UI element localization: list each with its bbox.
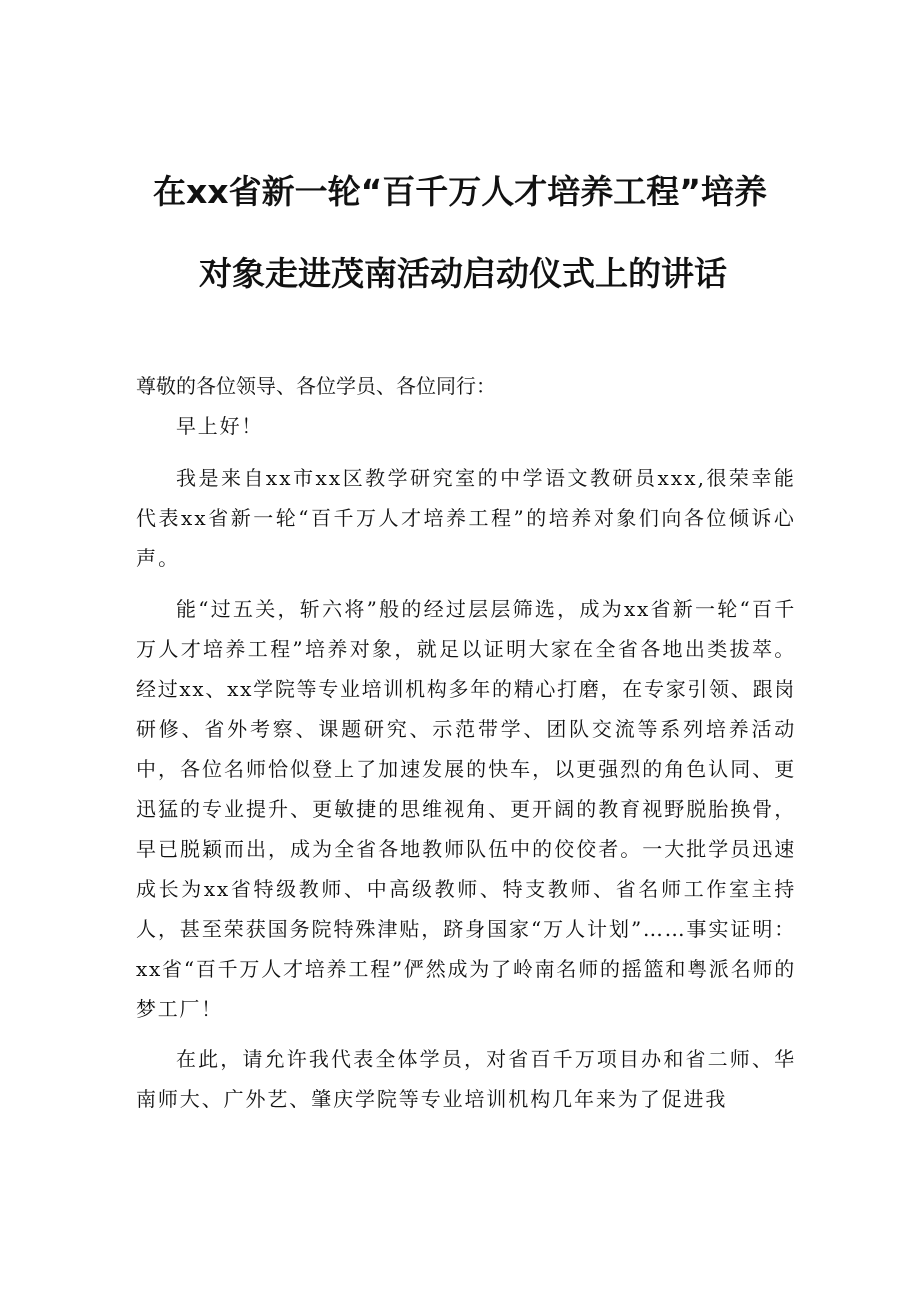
paragraph-2: 能“过五关，斩六将”般的经过层层筛选，成为xx省新一轮“百千万人才培养工程”培养对象，就足以证明大家在全省各地出类拔萃。经过xx、xx学院等专业培训机构多年的精心打磨，在专家引领、跟岗研修、省外考察、课题研究、示范带学、团队交流等系列培养活动中，各位名师恰似登上了加速发展的快车，以更强烈的角色认同、更迅猛的专业提升、更敏捷的思维视角、更开阔的教育视野脱胎换骨，早已脱颖而出，成为全省各地教师队伍中的佼佼者。一大批学员迅速成长为xx省特级教师、中高级教师、特支教师、省名师工作室主持人，甚至荣获国务院特殊津贴，跻身国家“万人计划”……事实证明：xx省“百千万人才培养工程”俨然成为了岭南名师的摇篮和粤派名师的梦工厂！ <box>136 597 796 1021</box>
salutation: 尊敬的各位领导、各位学员、各位同行： <box>136 374 496 398</box>
greeting: 早上好！ <box>176 414 264 438</box>
document-title-line-2: 对象走进茂南活动启动仪式上的讲话 <box>199 254 727 293</box>
paragraph-3: 在此，请允许我代表全体学员，对省百千万项目办和省二师、华南师大、广外艺、肇庆学院等专业培训机构几年来为了促进我 <box>136 1047 796 1111</box>
paragraph-1: 我是来自xx市xx区教学研究室的中学语文教研员xxx,很荣幸能代表xx省新一轮“百千万人才培养工程”的培养对象们向各位倾诉心声。 <box>136 466 796 570</box>
document-body <box>136 366 796 1119</box>
document-title-line-1: 在xx省新一轮“百千万人才培养工程”培养 <box>153 172 767 211</box>
